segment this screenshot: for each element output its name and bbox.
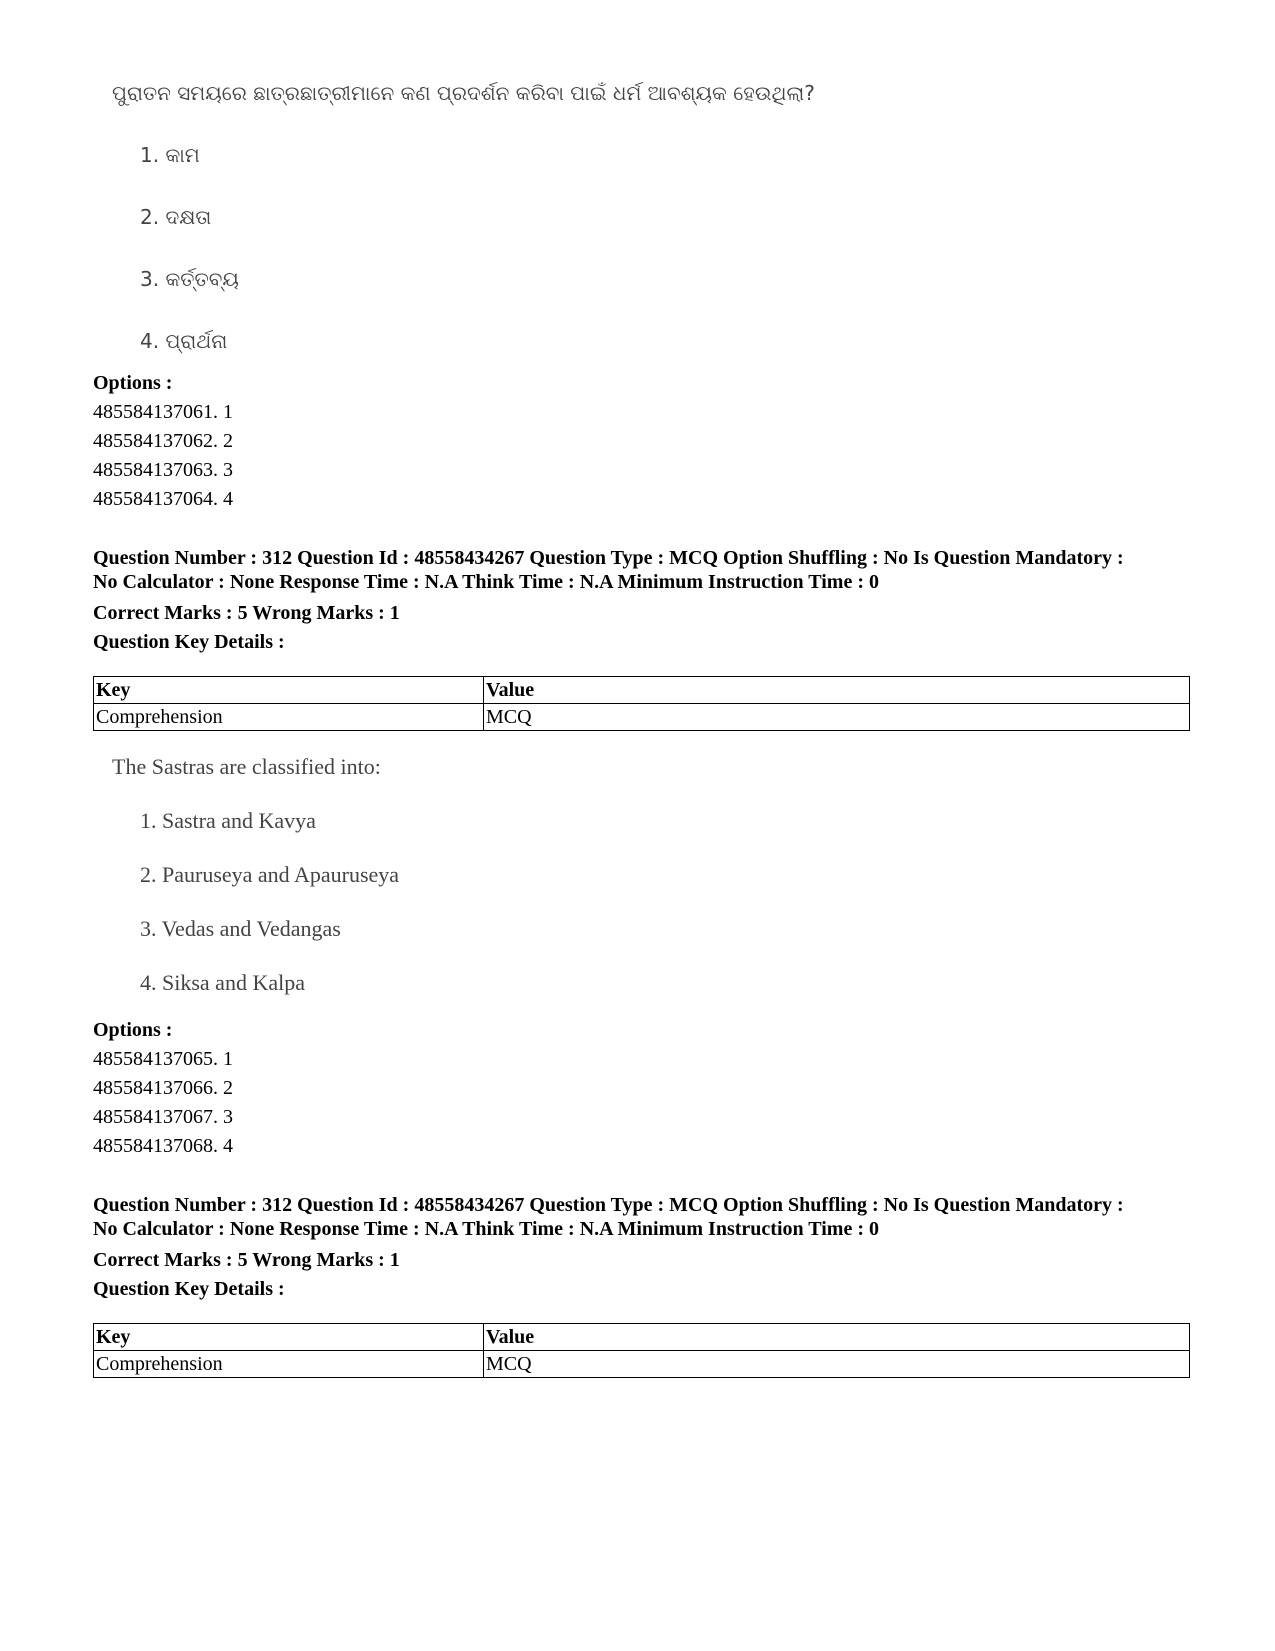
question-2-choice-2: 2. Pauruseya and Apauruseya bbox=[140, 862, 400, 887]
option-row: 485584137064. 4 bbox=[93, 488, 233, 510]
table-row bbox=[94, 1351, 1190, 1378]
question-1 bbox=[112, 78, 815, 353]
options-label: Options : bbox=[93, 372, 173, 394]
question-2-choice-4: 4. Siksa and Kalpa bbox=[140, 970, 305, 995]
table-header-value: Value bbox=[484, 1324, 1190, 1351]
question-meta-line-2: No Calculator : None Response Time : N.A Think Time : N.A Minimum Instruction Time : 0 bbox=[93, 1218, 879, 1240]
question-1-choice-3: 3. କର୍ତ୍ତବ୍ୟ bbox=[140, 267, 239, 291]
options-block-2 bbox=[93, 1016, 233, 1161]
question-meta-line-1: Question Number : 312 Question Id : 48558434267 Question Type : MCQ Option Shuffling : No Is Question Mandatory : bbox=[93, 547, 1124, 569]
question-1-stem: ପୁରାତନ ସମୟରେ ଛାତ୍ରଛାତ୍ରୀମାନେ କଣ ପ୍ରଦର୍ଶନ କରିବା ପାଇଁ ଧର୍ମ ଆବଶ୍ୟକ ହେଉଥିଲା? bbox=[112, 81, 815, 105]
question-2-choice-1: 1. Sastra and Kavya bbox=[140, 808, 316, 833]
question-2 bbox=[112, 752, 400, 995]
option-row: 485584137062. 2 bbox=[93, 430, 233, 452]
table-cell-key: Comprehension bbox=[94, 704, 484, 731]
table-header-row bbox=[94, 1324, 1190, 1351]
table-cell-value: MCQ bbox=[484, 1351, 1190, 1378]
question-1-choice-1: 1. କାମ bbox=[140, 143, 200, 167]
table-cell-value: MCQ bbox=[484, 704, 1190, 731]
marks-line: Correct Marks : 5 Wrong Marks : 1 bbox=[93, 1249, 400, 1271]
option-row: 485584137068. 4 bbox=[93, 1135, 233, 1157]
option-row: 485584137065. 1 bbox=[93, 1048, 233, 1070]
table-header-value: Value bbox=[484, 677, 1190, 704]
option-row: 485584137063. 3 bbox=[93, 459, 233, 481]
option-row: 485584137066. 2 bbox=[93, 1077, 233, 1099]
key-value-table-2 bbox=[93, 1323, 1190, 1378]
question-1-choice-2: 2. ଦକ୍ଷତା bbox=[140, 205, 212, 229]
table-header-row bbox=[94, 677, 1190, 704]
question-meta-line-1: Question Number : 312 Question Id : 48558434267 Question Type : MCQ Option Shuffling : No Is Question Mandatory : bbox=[93, 1194, 1124, 1216]
marks-line: Correct Marks : 5 Wrong Marks : 1 bbox=[93, 602, 400, 624]
question-meta-line-2: No Calculator : None Response Time : N.A Think Time : N.A Minimum Instruction Time : 0 bbox=[93, 571, 879, 593]
question-meta-2 bbox=[93, 1193, 1183, 1304]
question-meta-1 bbox=[93, 546, 1183, 657]
key-details-label: Question Key Details : bbox=[93, 1278, 285, 1300]
question-2-stem: The Sastras are classified into: bbox=[112, 754, 381, 779]
key-value-table-1 bbox=[93, 676, 1190, 731]
option-row: 485584137067. 3 bbox=[93, 1106, 233, 1128]
options-block-1 bbox=[93, 369, 233, 514]
question-1-choice-4: 4. ପ୍ରାର୍ଥନା bbox=[140, 329, 228, 353]
table-header-key: Key bbox=[94, 1324, 484, 1351]
option-row: 485584137061. 1 bbox=[93, 401, 233, 423]
table-row bbox=[94, 704, 1190, 731]
key-details-label: Question Key Details : bbox=[93, 631, 285, 653]
question-2-choice-3: 3. Vedas and Vedangas bbox=[140, 916, 341, 941]
table-header-key: Key bbox=[94, 677, 484, 704]
table-cell-key: Comprehension bbox=[94, 1351, 484, 1378]
options-label: Options : bbox=[93, 1019, 173, 1041]
